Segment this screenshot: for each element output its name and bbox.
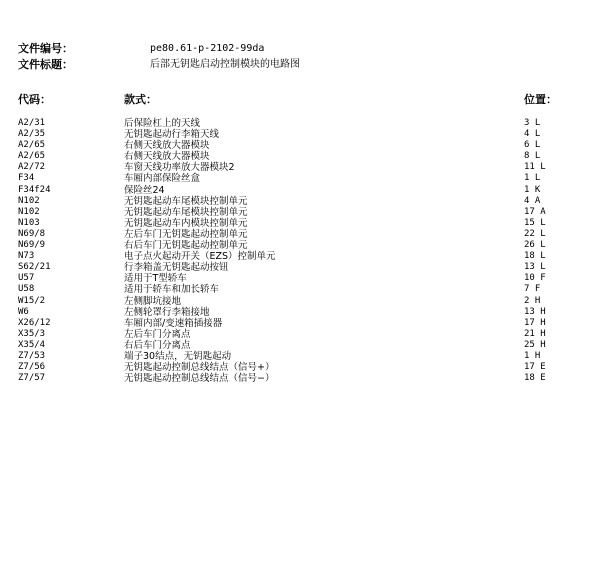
row-description: 左侧脚坑接地 — [124, 295, 182, 307]
row-description: 左后车门无钥匙起动控制单元 — [124, 228, 248, 240]
table-row — [0, 273, 601, 284]
row-position: 18 L — [524, 251, 546, 262]
row-code: A2/72 — [18, 162, 46, 173]
row-code: U58 — [18, 284, 35, 295]
table-row — [0, 307, 601, 318]
header-code: 代码： — [18, 93, 51, 106]
table-row — [0, 284, 601, 295]
row-position: 4 A — [524, 195, 541, 206]
row-description: 适用于轿车和加长轿车 — [124, 284, 220, 296]
table-row — [0, 129, 601, 140]
row-position: 21 H — [524, 328, 546, 339]
row-description: 右后车门分离点 — [124, 339, 191, 351]
table-row — [0, 173, 601, 184]
row-position: 7 F — [524, 284, 541, 295]
table-row — [0, 362, 601, 373]
row-description: 车厢内部保险丝盒 — [124, 173, 201, 185]
row-code: Z7/56 — [18, 362, 46, 373]
table-row — [0, 329, 601, 340]
table-row — [0, 340, 601, 351]
table-row — [0, 373, 601, 384]
row-position: 18 E — [524, 373, 546, 384]
table-row — [0, 229, 601, 240]
row-code: Z7/57 — [18, 373, 46, 384]
row-description: 保险丝24 — [124, 184, 165, 196]
row-description: 无钥匙起动控制总线结点（信号−） — [124, 373, 275, 385]
file-title-label: 文件标题： — [18, 58, 73, 71]
row-description: 无钥匙起动车尾模块控制单元 — [124, 195, 248, 207]
file-number-value: pe80.61-p-2102-99da — [150, 43, 265, 54]
row-description: 右侧天线放大器模块 — [124, 140, 210, 152]
row-position: 1 L — [524, 173, 541, 184]
table-row — [0, 118, 601, 129]
table-row — [0, 140, 601, 151]
row-position: 25 H — [524, 339, 546, 350]
table-row — [0, 218, 601, 229]
row-description: 左侧轮罩行李箱接地 — [124, 306, 210, 318]
row-code: A2/65 — [18, 151, 46, 162]
row-code: N103 — [18, 217, 40, 228]
row-position: 17 E — [524, 362, 546, 373]
row-code: A2/35 — [18, 129, 46, 140]
table-row — [0, 240, 601, 251]
row-position: 2 H — [524, 295, 541, 306]
table-row — [0, 196, 601, 207]
row-position: 10 F — [524, 273, 546, 284]
table-row — [0, 351, 601, 362]
row-position: 6 L — [524, 140, 541, 151]
row-position: 8 L — [524, 151, 541, 162]
row-code: N69/8 — [18, 228, 46, 239]
table-row — [0, 262, 601, 273]
row-code: U57 — [18, 273, 35, 284]
row-position: 15 L — [524, 217, 546, 228]
row-position: 22 L — [524, 228, 546, 239]
table-row — [0, 162, 601, 173]
table-row — [0, 251, 601, 262]
file-title-value: 后部无钥匙启动控制模块的电路图 — [150, 59, 300, 70]
row-position: 13 L — [524, 262, 546, 273]
table-row — [0, 296, 601, 307]
row-description: 无钥匙起动车内模块控制单元 — [124, 217, 248, 229]
header-description: 款式： — [124, 93, 157, 106]
row-description: 左后车门分离点 — [124, 328, 191, 340]
component-list — [0, 118, 601, 384]
row-description: 行李箱盖无钥匙起动按钮 — [124, 262, 229, 274]
row-position: 13 H — [524, 306, 546, 317]
table-row — [0, 185, 601, 196]
file-number-label: 文件编号： — [18, 42, 73, 55]
row-description: 无钥匙起动车尾模块控制单元 — [124, 206, 248, 218]
row-description: 右侧天线放大器模块 — [124, 151, 210, 163]
row-code: F34f24 — [18, 184, 51, 195]
row-description: 无钥匙起动控制总线结点（信号+） — [124, 362, 275, 374]
row-code: X26/12 — [18, 317, 51, 328]
row-code: Z7/53 — [18, 350, 46, 361]
row-description: 无钥匙起动行李箱天线 — [124, 129, 220, 141]
row-code: A2/31 — [18, 118, 46, 128]
row-position: 17 H — [524, 317, 546, 328]
table-header — [0, 93, 601, 107]
row-code: X35/4 — [18, 339, 46, 350]
row-position: 11 L — [524, 162, 546, 173]
table-row — [0, 151, 601, 162]
row-code: F34 — [18, 173, 35, 184]
row-description: 车厢内部/变速箱插接器 — [124, 317, 223, 329]
row-description: 电子点火起动开关（EZS）控制单元 — [124, 251, 276, 263]
row-position: 4 L — [524, 129, 541, 140]
row-code: W15/2 — [18, 295, 46, 306]
row-description: 后保险杠上的天线 — [124, 118, 201, 129]
row-code: W6 — [18, 306, 29, 317]
table-row — [0, 318, 601, 329]
row-position: 3 L — [524, 118, 541, 128]
row-position: 17 A — [524, 206, 546, 217]
row-code: A2/65 — [18, 140, 46, 151]
table-row — [0, 207, 601, 218]
row-code: N73 — [18, 251, 35, 262]
row-description: 适用于T型轿车 — [124, 273, 187, 285]
row-code: X35/3 — [18, 328, 46, 339]
row-position: 1 H — [524, 350, 541, 361]
row-code: S62/21 — [18, 262, 51, 273]
row-code: N69/9 — [18, 240, 46, 251]
row-position: 26 L — [524, 240, 546, 251]
row-description: 端子30结点，无钥匙起动 — [124, 350, 232, 362]
row-description: 右后车门无钥匙起动控制单元 — [124, 240, 248, 252]
row-position: 1 K — [524, 184, 541, 195]
row-code: N102 — [18, 206, 40, 217]
row-code: N102 — [18, 195, 40, 206]
row-description: 车窗天线功率放大器模块2 — [124, 162, 235, 174]
header-position: 位置： — [524, 93, 557, 106]
